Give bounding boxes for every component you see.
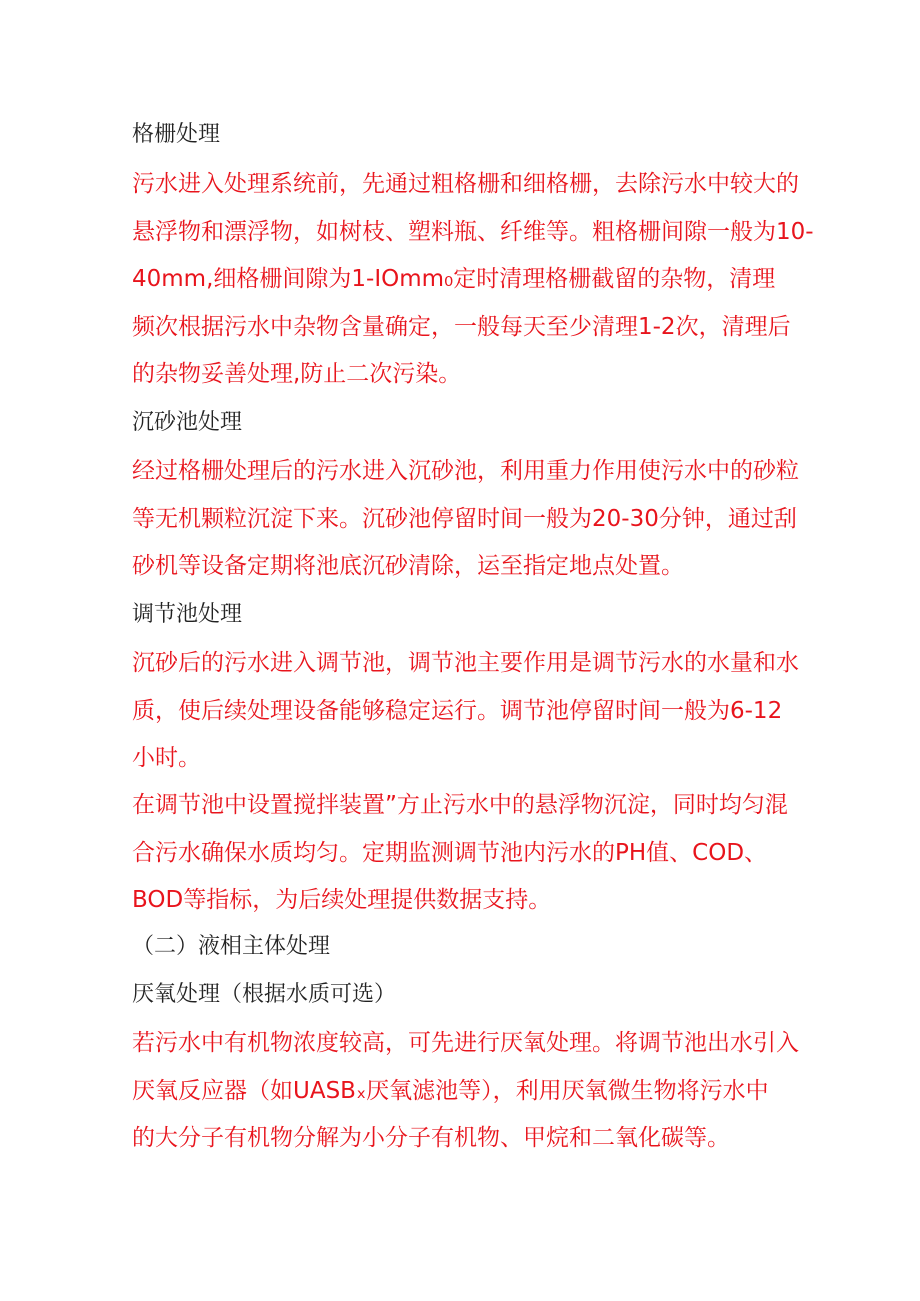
paragraph-grille xyxy=(132,161,812,399)
paragraph-equalization-1 xyxy=(132,640,812,783)
text-line: 经过格栅处理后的污水进入沉砂池，利用重力作用使污水中的砂粒 xyxy=(132,458,799,484)
text-line: 厌氧反应器（如UASBₓ厌氧滤池等），利用厌氧微生物将污水中 xyxy=(132,1077,769,1104)
text-line: 的大分子有机物分解为小分子有机物、甲烷和二氧化碳等。 xyxy=(132,1125,730,1151)
text-line: 小时。 xyxy=(132,745,201,771)
text-line: 频次根据污水中杂物含量确定，一般每天至少清理1-2次，清理后 xyxy=(132,313,791,340)
text-line: 在调节池中设置搅拌装置”方止污水中的悬浮物沉淀，同时均匀混 xyxy=(132,792,788,818)
text-line: BOD等指标，为后续处理提供数据支持。 xyxy=(132,887,552,913)
text-line: 合污水确保水质均匀。定期监测调节池内污水的PH值、COD、 xyxy=(132,839,768,866)
paragraph-anaerobic xyxy=(132,1020,812,1163)
text-line: 悬浮物和漂浮物，如树枝、塑料瓶、纤维等。粗格栅间隙一般为10- xyxy=(132,218,814,245)
section-heading-liquid-phase: （二）液相主体处理 xyxy=(132,934,331,959)
section-heading-equalization-tank: 调节池处理 xyxy=(132,602,243,627)
paragraph-grit-chamber xyxy=(132,448,812,591)
text-line: 沉砂后的污水进入调节池，调节池主要作用是调节污水的水量和水 xyxy=(132,650,799,676)
section-heading-anaerobic: 厌氧处理（根据水质可选） xyxy=(132,982,397,1007)
paragraph-equalization-2 xyxy=(132,782,812,925)
text-line: 的杂物妥善处理,防止二次污染。 xyxy=(132,361,462,387)
section-heading-grit-chamber: 沉砂池处理 xyxy=(132,410,243,435)
text-line: 污水进入处理系统前，先通过粗格栅和细格栅，去除污水中较大的 xyxy=(132,171,799,197)
text-line: 若污水中有机物浓度较高，可先进行厌氧处理。将调节池出水引入 xyxy=(132,1030,799,1056)
text-line: 砂机等设备定期将池底沉砂清除，运至指定地点处置。 xyxy=(132,553,684,579)
text-line: 质，使后续处理设备能够稳定运行。调节池停留时间一般为6-12 xyxy=(132,697,783,724)
text-line: 40mm,细格栅间隙为1-IOmm₀定时清理格栅截留的杂物，清理 xyxy=(132,266,776,292)
section-heading-grille: 格栅处理 xyxy=(132,122,221,147)
text-line: 等无机颗粒沉淀下来。沉砂池停留时间一般为20-30分钟，通过刮 xyxy=(132,505,797,532)
